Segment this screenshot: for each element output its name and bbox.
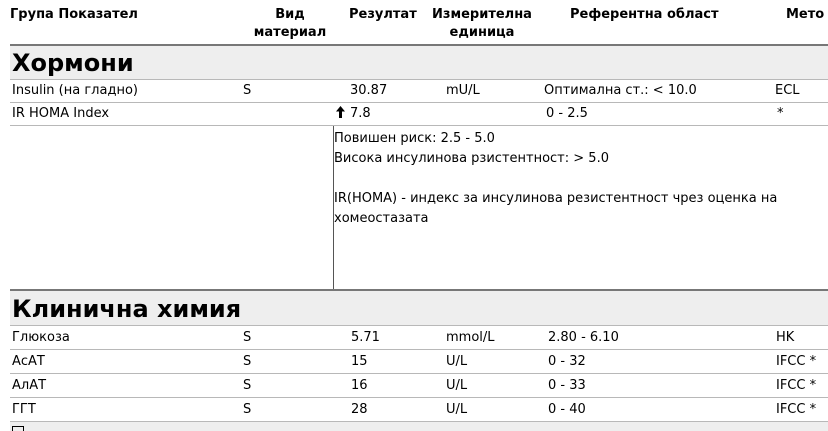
col-unit-line2: единица — [449, 25, 515, 40]
method: HK — [776, 330, 795, 345]
next-section-strip — [10, 422, 828, 431]
method: IFCC * — [776, 378, 817, 393]
row-separator — [10, 79, 828, 80]
note-line: Висока инсулинова рзистентност: > 5.0 — [334, 151, 609, 166]
result-value: 7.8 — [350, 106, 371, 121]
test-name: Insulin (на гладно) — [12, 83, 138, 98]
method: ECL — [775, 83, 800, 98]
test-name: АлАТ — [12, 378, 47, 393]
col-unit-line1: Измерителна — [432, 7, 532, 22]
col-result: Резултат — [349, 7, 417, 22]
reference-range: 0 - 40 — [548, 402, 586, 417]
material: S — [243, 83, 252, 98]
row-separator — [10, 125, 828, 126]
col-material-line1: Вид — [275, 7, 305, 22]
unit: U/L — [446, 354, 468, 369]
result-value: 15 — [351, 354, 368, 369]
row-separator — [10, 349, 828, 350]
test-name: ГГТ — [12, 402, 36, 417]
col-group: Група Показател — [10, 7, 138, 22]
material: S — [243, 354, 252, 369]
reference-range: 2.80 - 6.10 — [548, 330, 619, 345]
section-title: Клинична химия — [12, 295, 242, 323]
material: S — [243, 402, 252, 417]
result-value: 16 — [351, 378, 368, 393]
table-header — [0, 0, 828, 44]
section-chemistry — [10, 291, 828, 325]
next-section-marker — [12, 426, 24, 431]
col-reference: Референтна област — [570, 7, 719, 22]
test-name: Глюкоза — [12, 330, 70, 345]
unit: mmol/L — [446, 330, 495, 345]
material: S — [243, 378, 252, 393]
section-title: Хормони — [12, 49, 134, 77]
material: S — [243, 330, 252, 345]
note-line: Повишен риск: 2.5 - 5.0 — [334, 131, 495, 146]
reference-range: 0 - 32 — [548, 354, 586, 369]
note-line: хомеостазата — [334, 211, 429, 226]
method: IFCC * — [776, 354, 817, 369]
row-separator — [10, 373, 828, 374]
col-material-line2: материал — [253, 25, 327, 40]
unit: U/L — [446, 378, 468, 393]
row-separator — [10, 397, 828, 398]
col-method: Мето — [786, 7, 825, 22]
reference-range: 0 - 2.5 — [546, 106, 588, 121]
row-separator — [10, 325, 828, 326]
section-hormones — [10, 46, 828, 79]
result-value: 5.71 — [351, 330, 380, 345]
row-separator — [10, 102, 828, 103]
method: * — [777, 106, 784, 121]
test-name: АсАТ — [12, 354, 45, 369]
unit: U/L — [446, 402, 468, 417]
unit: mU/L — [446, 83, 480, 98]
method: IFCC * — [776, 402, 817, 417]
reference-range: 0 - 33 — [548, 378, 586, 393]
result-value: 28 — [351, 402, 368, 417]
note-line: IR(HOMA) - индекс за инсулинова резистентност чрез оценка на — [334, 191, 778, 206]
result-cell — [336, 106, 371, 122]
result-value: 30.87 — [350, 83, 388, 98]
arrow-up-icon — [336, 106, 345, 118]
reference-range: Оптимална ст.: < 10.0 — [544, 83, 697, 98]
test-name: IR HOMA Index — [12, 106, 110, 121]
